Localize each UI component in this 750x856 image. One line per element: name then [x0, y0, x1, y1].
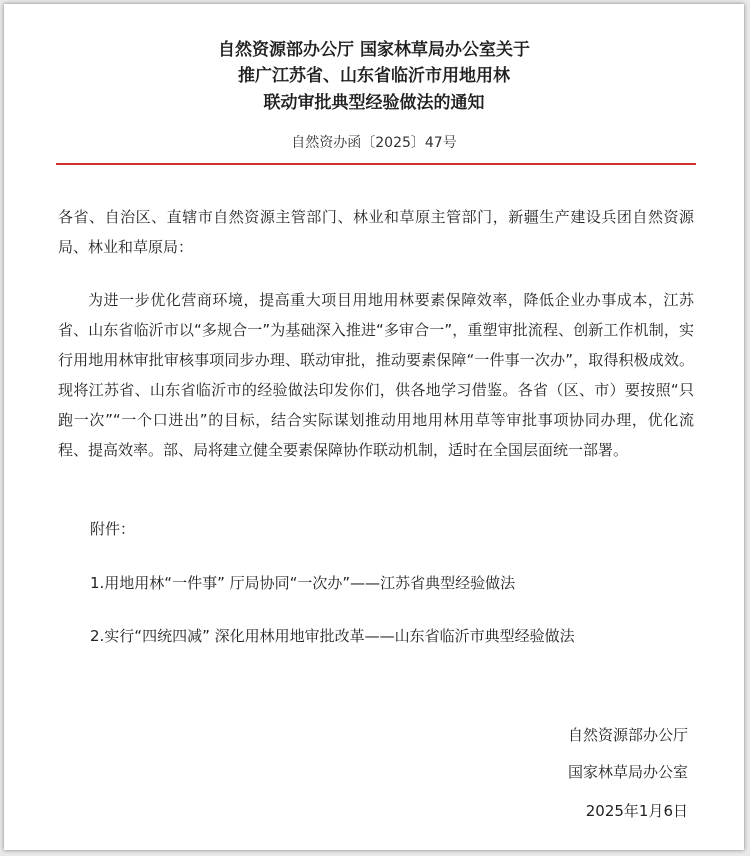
- attachments-label: 附件：: [90, 520, 136, 538]
- document-number: 自然资办函〔2025〕47号: [291, 135, 457, 151]
- document-page: [4, 4, 744, 850]
- signature-issuer: 国家林草局办公室: [567, 763, 688, 781]
- document-title-line-2: 推广江苏省、山东省临沂市用地用林: [238, 66, 510, 86]
- red-divider-line: [56, 163, 696, 165]
- issue-date: 2025年1月6日: [585, 802, 688, 820]
- attachment-item: 1.用地用林“一件事” 厅局协同“一次办”——江苏省典型经验做法: [90, 574, 516, 592]
- signature-issuer: 自然资源部办公厅: [567, 726, 688, 744]
- addressee: 各省、自治区、直辖市自然资源主管部门、林业和草原主管部门，新疆生产建设兵团自然资源局、林业和草原局：: [58, 208, 694, 256]
- document-title-line-3: 联动审批典型经验做法的通知: [263, 93, 485, 113]
- document-title-line-1: 自然资源部办公厅 国家林草局办公室关于: [218, 40, 530, 60]
- attachment-item: 2.实行“四统四减” 深化用林用地审批改革——山东省临沂市典型经验做法: [90, 627, 575, 645]
- body-paragraph: 为进一步优化营商环境，提高重大项目用地用林要素保障效率，降低企业办事成本，江苏省、山东省临沂市以“多规合一”为基础深入推进“多审合一”，重塑审批流程、创新工作机制，实行用地用林审批审核事项同步办理、联动审批，推动要素保障“一件事一次办”，取得积极成效。现将江苏省、山东省临沂市的经验做法印发你们，供各地学习借鉴。各省（区、市）要按照“只跑一次”“一个口进出”的目标，结合实际谋划推动用地用林用草等审批事项协同办理，优化流程、提高效率。部、局将建立健全要素保障协作联动机制，适时在全国层面统一部署。: [58, 291, 694, 459]
